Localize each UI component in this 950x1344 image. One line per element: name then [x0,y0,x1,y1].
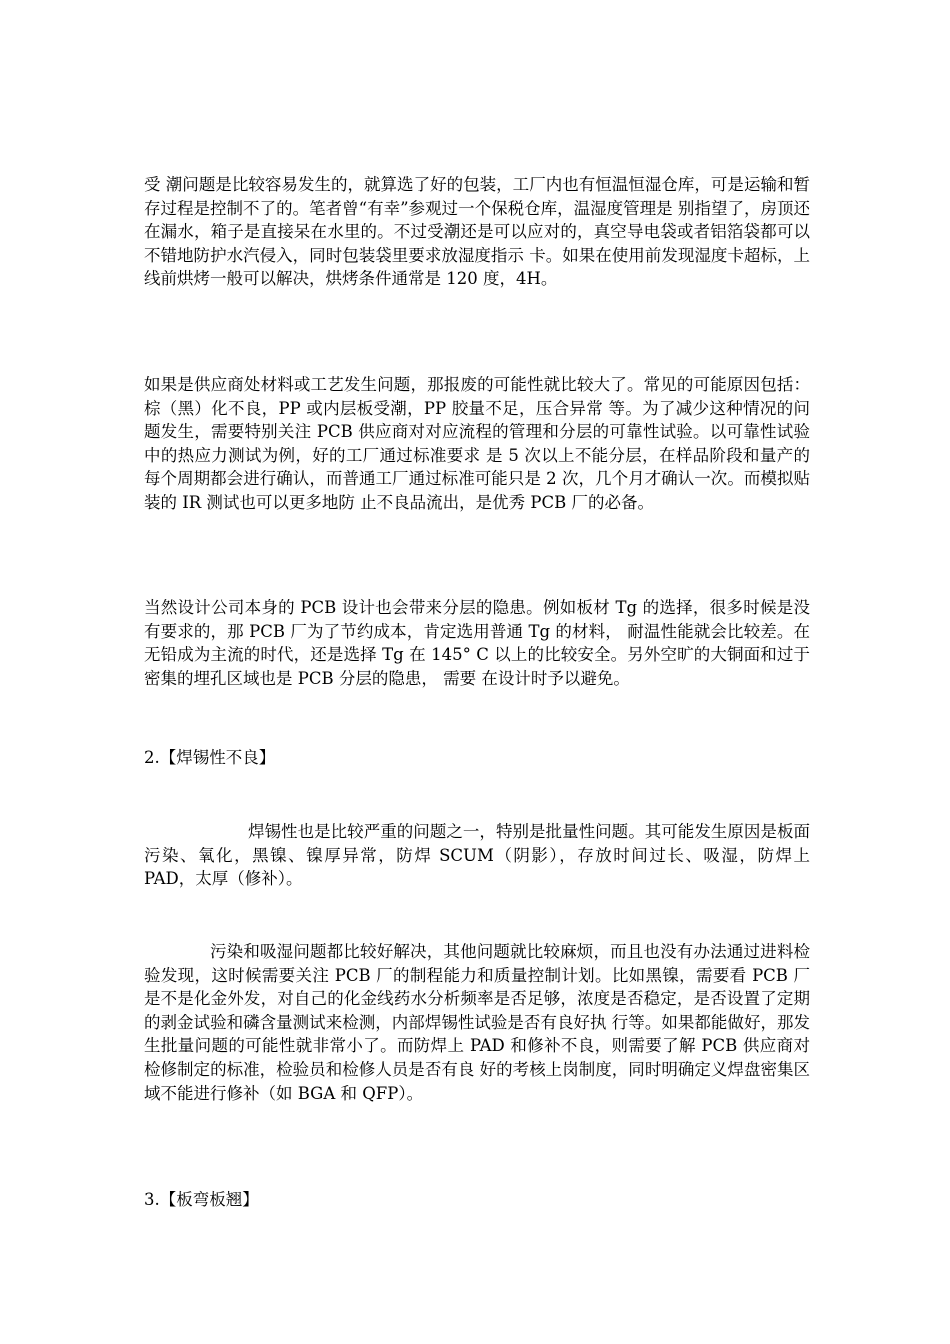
paragraph-solderability-causes: 焊锡性也是比较严重的问题之一，特别是批量性问题。其可能发生原因是板面污染、氧化，黑镍、镍厚异常，防焊 SCUM（阴影），存放时间过长、吸湿，防焊上 PAD，太厚（修补）。 [144,822,810,889]
paragraph-design-issues: 当然设计公司本身的 PCB 设计也会带来分层的隐患。例如板材 Tg 的选择，很多时候是没有要求的，那 PCB 厂为了节约成本，肯定选用普通 Tg 的材料， 耐温性能就会比较差。在无铅成为主流的时代，还是选择 Tg 在 145° C 以上的比较安全。另外空旷的大铜面和过于密集的埋孔区域也是 PCB 分层的隐患， 需要 在设计时予以避免。 [144,598,810,688]
section-heading-warpage: 3.【板弯板翘】 [144,1190,259,1209]
paragraph-moisture: 受 潮问题是比较容易发生的，就算选了好的包装，工厂内也有恒温恒湿仓库，可是运输和暂存过程是控制不了的。笔者曾“有幸”参观过一个保税仓库，温湿度管理是 别指望了，房顶还在漏水，箱子是直接呆在水里的。不过受潮还是可以应对的，真空导电袋或者铝箔袋都可以不错地防护水汽侵入，同时包装袋里要求放湿度指示 卡。如果在使用前发现湿度卡超标，上线前烘烤一般可以解决，烘烤条件通常是 120 度，4H。 [144,175,810,289]
section-heading-solderability: 2.【焊锡性不良】 [144,748,276,767]
paragraph-supplier-issues: 如果是供应商处材料或工艺发生问题，那报废的可能性就比较大了。常见的可能原因包括：棕（黑）化不良，PP 或内层板受潮，PP 胶量不足，压合异常 等。为了减少这种情况的问题发生，需要特别关注 PCB 供应商对对应流程的管理和分层的可靠性试验。以可靠性试验中的热应力测试为例，好的工厂通过标准要求 是 5 次以上不能分层，在样品阶段和量产的每个周期都会进行确认，而普通工厂通过标准可能只是 2 次，几个月才确认一次。而模拟贴装的 IR 测试也可以更多地防 止不良品流出，是优秀 PCB 厂的必备。 [144,375,810,512]
paragraph-solderability-control: 污染和吸湿问题都比较好解决，其他问题就比较麻烦，而且也没有办法通过进料检验发现，这时候需要关注 PCB 厂的制程能力和质量控制计划。比如黑镍，需要看 PCB 厂是不是化金外发，对自己的化金线药水分析频率是否足够，浓度是否稳定，是否设置了定期的剥金试验和磷含量测试来检测，内部焊锡性试验是否有良好执 行等。如果都能做好，那发生批量问题的可能性就非常小了。而防焊上 PAD 和修补不良，则需要了解 PCB 供应商对检修制定的标准，检验员和检修人员是否有良 好的考核上岗制度，同时明确定义焊盘密集区域不能进行修补（如 BGA 和 QFP）。 [144,942,810,1103]
